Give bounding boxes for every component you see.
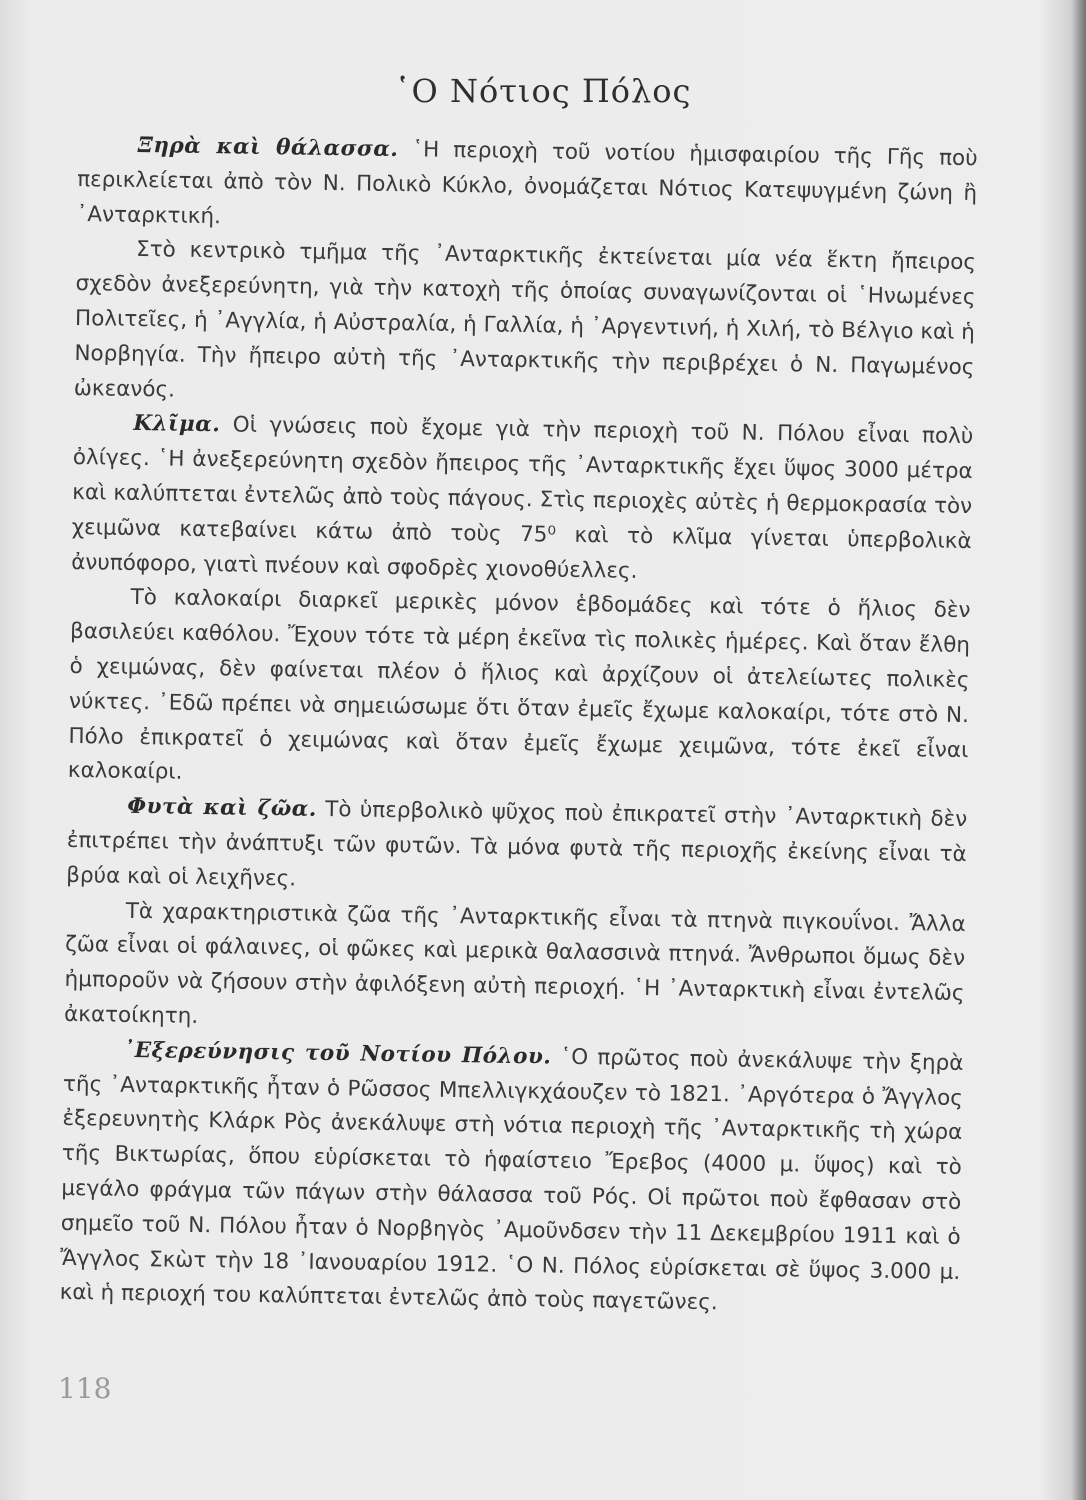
paragraph-text: Οἱ γνώσεις ποὺ ἔχομε γιὰ τὴν περιοχὴ τοῦ Ν. Πόλου εἶναι πολὺ ὀλίγες. ῾Η ἀνεξερεύνητη σχεδὸν ἤπειρος τῆς ᾿Ανταρκτικῆς ἔχει ὕψος 3000 μέτρα καὶ καλύπτεται ἐντελῶς ἀπὸ τοὺς πάγους. Στὶς περιοχὲς αὐτὲς ἡ θερμοκρασία τὸν χειμῶνα κατεβαίνει κάτω ἀπὸ τοὺς 75⁰ καὶ τὸ κλῖμα γίνεται ὑπερβολικὰ ἀνυπόφορο, γιατὶ πνέουν καὶ σφοδρὲς χιονοθύελλες.	[70, 412, 974, 584]
paragraph-continent	[74, 232, 977, 420]
paragraph-text: ῾Ο πρῶτος ποὺ ἀνεκάλυψε τὴν ξηρὰ τῆς ᾿Ανταρκτικῆς ἦταν ὁ Ρῶσσος Μπελλιγκχάουζεν τὸ 1821. ᾿Αργότερα ὁ Ἄγγλος ἐξερευνητὴς Κλάρκ Ρὸς ἀνεκάλυψε στὴ νότια περιοχὴ τῆς ᾿Ανταρκτικῆς τὴ χώρα τῆς Βικτωρίας, ὅπου εὑρίσκεται τὸ ἡφαίστειο Ἔρεβος (4000 μ. ὕψος) καὶ τὸ μεγάλο φράγμα τῶν πάγων στὴν θάλασσα τοῦ Ρός. Οἱ πρῶτοι ποὺ ἔφθασαν στὸ σημεῖο τοῦ Ν. Πόλου ἦταν ὁ Νορβηγὸς ᾿Αμοῦνδσεν τὴν 11 Δεκεμβρίου 1911 καὶ ὁ Ἄγγλος Σκὼτ τὴν 18 ᾿Ιανουαρίου 1912. ῾Ο Ν. Πόλος εὑρίσκεται σὲ ὕψος 3.000 μ. καὶ ἡ περιοχή του καλύπτεται ἐντελῶς ἀπὸ τοὺς παγετῶνες.	[59, 1044, 964, 1316]
paragraph-summer	[68, 580, 971, 803]
paragraph-plants-animals	[66, 789, 968, 908]
paragraph-text: Τὰ χαρακτηριστικὰ ζῶα τῆς ᾿Ανταρκτικῆς εἶναι τὰ πτηνὰ πιγκουΐνοι. Ἄλλα ζῶα εἶναι οἱ φάλαινες, οἱ φῶκες καὶ μερικὰ θαλασσινὰ πτηνά. Ἄνθρωποι ὅμως δὲν ἠμποροῦν νὰ ζήσουν στὴν ἀφιλόξενη αὐτὴ περιοχή. ῾Η ᾿Ανταρκτικὴ εἶναι ἐντελῶς ἀκατοίκητη.	[63, 898, 966, 1029]
paragraph-text: ῾Η περιοχὴ τοῦ νοτίου ἡμισφαιρίου τῆς Γῆς ποὺ περικλείεται ἀπὸ τὸν Ν. Πολικὸ Κύκλο, ὀνομάζεται Νότιος Κατεψυγμένη ζώνη ἢ ᾿Ανταρκτική.	[76, 137, 978, 229]
paragraph-exploration	[59, 1033, 963, 1325]
paragraph-text: Στὸ κεντρικὸ τμῆμα τῆς ᾿Ανταρκτικῆς ἐκτείνεται μία νέα ἕκτη ἤπειρος σχεδὸν ἀνεξερεύνητη, γιὰ τὴν κατοχὴ τῆς ὁποίας συναγωνίζονται οἱ ῾Ηνωμένες Πολιτεῖες, ἡ ᾿Αγγλία, ἡ Αὐστραλία, ἡ Γαλλία, ἡ ᾿Αργεντινή, ἡ Χιλή, τὸ Βέλγιο καὶ ἡ Νορβηγία. Τὴν ἤπειρο αὐτὴ τῆς ᾿Ανταρκτικῆς τὴν περιβρέχει ὁ Ν. Παγωμένος ὠκεανός.	[73, 237, 977, 403]
section-heading-exploration: ᾿Εξερεύνησις τοῦ Νοτίου Πόλου.	[123, 1037, 552, 1070]
section-heading-plants-animals: Φυτὰ καὶ ζῶα.	[127, 794, 318, 822]
binding-shadow	[1072, 0, 1086, 1500]
paragraph-animals	[64, 893, 966, 1046]
paragraph-text: Τὸ ὑπερβολικὸ ψῦχος ποὺ ἐπικρατεῖ στὴν ᾿Ανταρκτικὴ δὲν ἐπιτρέπει τὴν ἀνάπτυξι τῶν φυτῶν. Τὰ μόνα φυτὰ τῆς περιοχῆς ἐκείνης εἶναι τὰ βρύα καὶ οἱ λειχῆνες.	[66, 796, 968, 892]
paragraph-land-sea	[76, 128, 978, 247]
paragraph-text: Τὸ καλοκαίρι διαρκεῖ μερικὲς μόνον ἑβδομάδες καὶ τότε ὁ ἥλιος δὲν βασιλεύει καθόλου. Ἔχουν τότε τὰ μέρη ἐκεῖνα τὶς πολικὲς ἡμέρες. Καὶ ὅταν ἔλθη ὁ χειμώνας, δὲν φαίνεται πλέον ὁ ἥλιος καὶ ἀρχίζουν οἱ ἀτελείωτες πολικὲς νύκτες. ᾿Εδῶ πρέπει νὰ σημειώσωμε ὅτι ὅταν ἐμεῖς ἔχωμε καλοκαίρι, τότε στὸ Ν. Πόλο ἐπικρατεῖ ὁ χειμώνας καὶ ὅταν ἐμεῖς ἔχωμε χειμῶνα, τότε ἐκεῖ εἶναι καλοκαίρι.	[67, 585, 971, 786]
section-heading-land-sea: Ξηρὰ καὶ θάλασσα.	[137, 132, 399, 163]
page-title: ῾Ο Νότιος Πόλος	[394, 72, 692, 110]
section-heading-climate: Κλῖμα.	[133, 411, 221, 438]
body-text	[59, 128, 977, 1325]
paragraph-climate	[71, 406, 974, 594]
page-number: 118	[58, 1372, 112, 1405]
